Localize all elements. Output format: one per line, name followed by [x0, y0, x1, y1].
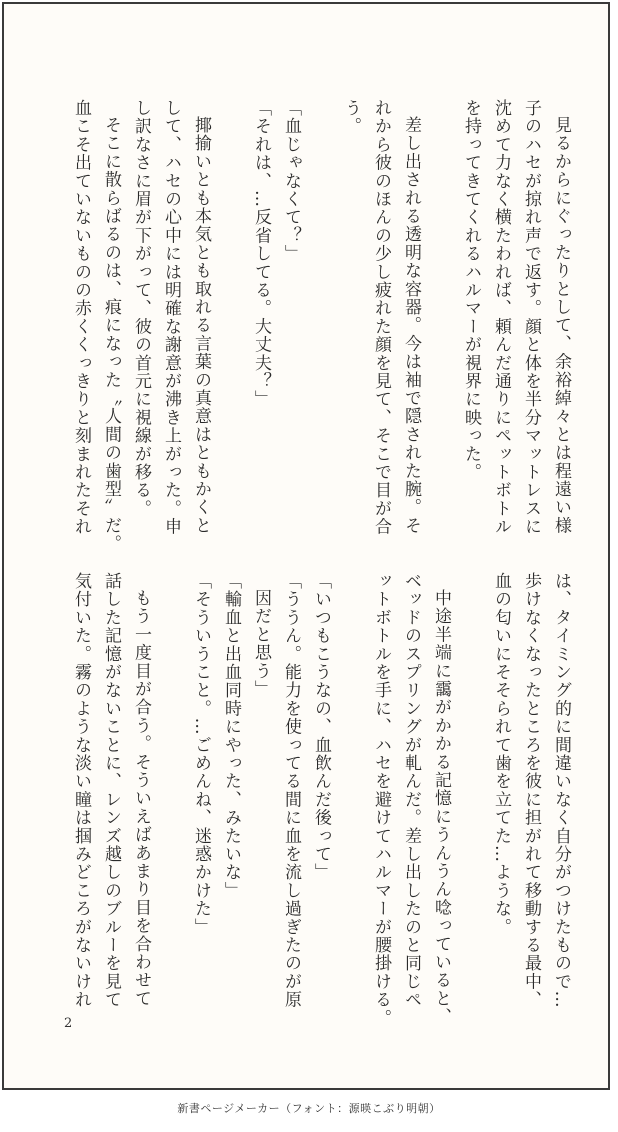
text-line: 因だと思う」: [251, 589, 271, 699]
text-line: 「そういうこと。…ごめんね、迷惑かけた」: [191, 572, 211, 936]
footer-caption: 新書ページメーカー（フォント：源暎こぶり明朝）: [177, 1102, 441, 1115]
text-line: 気付いた。霧のような淡い瞳は掴みどころがないけれ: [71, 572, 91, 1009]
upper-text-block: [66, 99, 576, 569]
text-line: 差し出される透明な容器。今は袖で隠された腕。そ: [401, 116, 421, 535]
text-line: ットボトルを手に、ハセを避けてハルマーが腰掛ける。: [371, 572, 391, 1027]
blank-line: [426, 99, 456, 569]
text-line: 「輸血と出血同時にやった、みたいな」: [221, 572, 241, 900]
text-line: れから彼のほんの少し疲れた顔を見て、そこで目が合: [371, 99, 391, 536]
text-line: 「いつもこうなの、血飲んだ後って」: [311, 572, 331, 882]
blank-line: [306, 99, 336, 569]
text-line: 血の匂いにそそられて歯を立てた…ような。: [491, 572, 511, 936]
book-page: [2, 2, 610, 1090]
text-line: 「それは、…反省してる。大丈夫？」: [251, 99, 271, 409]
text-line: 中途半端に靄がかかる記憶にうんうん唸っていると、: [431, 589, 451, 1026]
text-line: 歩けなくなったところを彼に担がれて移動する最中、: [521, 572, 541, 1009]
text-line: は、タイミング的に間違いなく自分がつけたもので…: [551, 572, 571, 1009]
blank-line: [336, 572, 366, 1042]
text-line: ベッドのスプリングが軋んだ。差し出したのと同じペ: [401, 572, 421, 1009]
text-line: して、ハセの心中には明確な謝意が沸き上がった。申: [161, 99, 181, 536]
text-line: 「血じゃなくて？」: [281, 99, 301, 263]
text-line: 見るからにぐったりとして、余裕綽々とは程遠い様: [551, 116, 571, 535]
text-line: 揶揄いとも本気とも取れる言葉の真意はともかくと: [191, 116, 211, 535]
text-line: そこに散らばるのは、痕になった〝人間の歯型〟だ。: [101, 116, 121, 553]
text-line: 話した記憶がないことに、レンズ越しのブルーを見て: [101, 572, 121, 1009]
blank-line: [156, 572, 186, 1042]
text-line: 血こそ出ていないものの赤くくっきりと刻まれたそれ: [71, 99, 91, 536]
text-line: 「ううん。能力を使ってる間に血を流し過ぎたのが原: [281, 572, 301, 1009]
text-line: う。: [341, 99, 361, 136]
blank-line: [456, 572, 486, 1042]
text-line: し訳なさに眉が下がって、彼の首元に視線が移る。: [131, 99, 151, 518]
blank-line: [216, 99, 246, 569]
page-number: 2: [64, 1016, 73, 1031]
text-line: を持ってきてくれるハルマーが視界に映った。: [461, 99, 481, 482]
text-line: 沈めて力なく横たわれば、頼んだ通りにペットボトル: [491, 99, 511, 536]
lower-text-block: [66, 572, 576, 1042]
text-line: もう一度目が合う。そういえばあまり目を合わせて: [131, 589, 151, 1008]
text-line: 子のハセが掠れ声で返す。顔と体を半分マットレスに: [521, 99, 541, 536]
